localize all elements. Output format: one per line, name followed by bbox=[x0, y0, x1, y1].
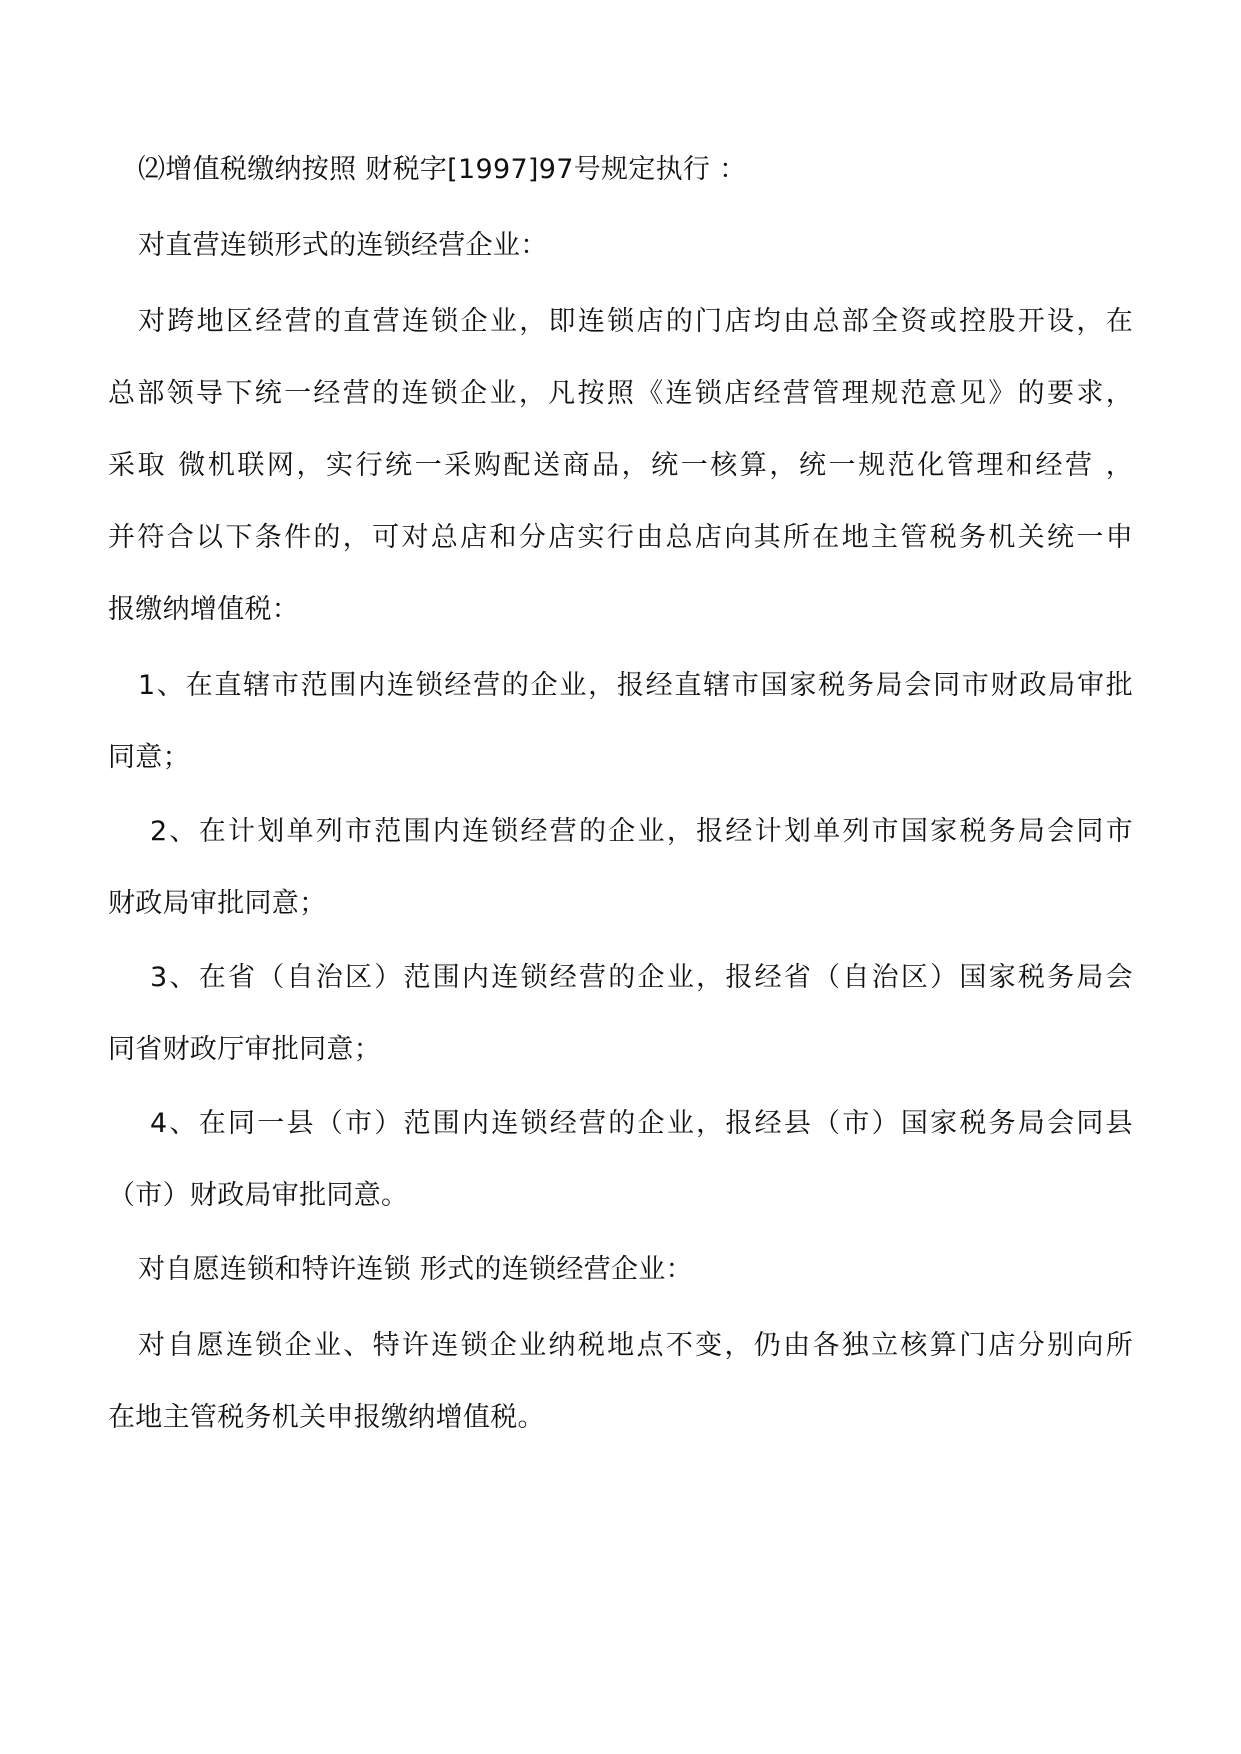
paragraph-line: 对跨地区经营的直营连锁企业，即连锁店的门店均由总部全资或控股开设，在 bbox=[138, 306, 1133, 337]
paragraph-line: 在地主管税务机关申报缴纳增值税。 bbox=[108, 1402, 545, 1433]
paragraph-direct-chain-heading: 对直营连锁形式的连锁经营企业： bbox=[138, 230, 548, 261]
paragraph-line: 对自愿连锁企业、特许连锁企业纳税地点不变，仍由各独立核算门店分别向所 bbox=[138, 1330, 1133, 1361]
list-item-2-continued: 财政局审批同意； bbox=[108, 888, 327, 919]
paragraph-voluntary-franchise-heading: 对自愿连锁和特许连锁 形式的连锁经营企业： bbox=[138, 1254, 693, 1285]
paragraph-line: 并符合以下条件的，可对总店和分店实行由总店向其所在地主管税务机关统一申 bbox=[108, 522, 1133, 553]
list-item-3-continued: 同省财政厅审批同意； bbox=[108, 1034, 381, 1065]
list-item-1-continued: 同意； bbox=[108, 742, 190, 773]
paragraph-line: 总部领导下统一经营的连锁企业，凡按照《连锁店经营管理规范意见》的要求， bbox=[108, 378, 1133, 409]
paragraph-line: 报缴纳增值税： bbox=[108, 594, 300, 625]
paragraph-vat-rule-heading: ⑵增值税缴纳按照 财税字[1997]97号规定执行 ： bbox=[138, 154, 747, 185]
list-item-3: 3、在省（自治区）范围内连锁经营的企业，报经省（自治区）国家税务局会 bbox=[150, 962, 1133, 993]
list-item-4-continued: （市）财政局审批同意。 bbox=[108, 1180, 409, 1211]
list-item-2: 2、在计划单列市范围内连锁经营的企业，报经计划单列市国家税务局会同市 bbox=[150, 816, 1133, 847]
list-item-4: 4、在同一县（市）范围内连锁经营的企业，报经县（市）国家税务局会同县 bbox=[150, 1108, 1133, 1139]
list-item-1: 1、在直辖市范围内连锁经营的企业，报经直辖市国家税务局会同市财政局审批 bbox=[138, 670, 1133, 701]
paragraph-line: 采取 微机联网，实行统一采购配送商品，统一核算，统一规范化管理和经营 ， bbox=[108, 450, 1133, 481]
